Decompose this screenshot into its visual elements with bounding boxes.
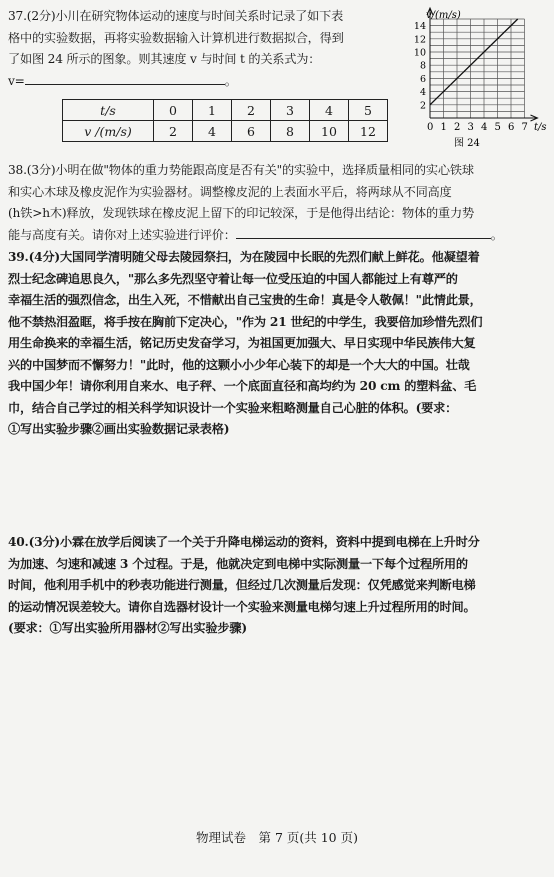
y-tick-label: 14 [413,21,426,33]
row-label-t: t/s [63,100,154,121]
table-cell: 3 [271,100,310,121]
q37-line-3: 了如图 24 所示的图象。则其速度 v 与时间 t 的关系式为： [8,52,321,66]
question-40 [8,532,548,640]
page-footer: 物理试卷 第 7 页(共 10 页) [195,830,358,845]
q40-line: 为加速、匀速和减速 3 个过程。于是，他就决定到电梯中实际测量一下每个过程所用的 [8,556,468,571]
data-table [62,99,388,142]
chart-grid [430,19,525,118]
q38-line-2: 和实心木球及橡皮泥作为实验器材。调整橡皮泥的上表面水平后，将两球从不同高度 [8,184,452,199]
table-cell: 12 [349,121,388,142]
x-tick-label: 1 [440,122,447,133]
table-row-t [63,100,388,121]
y-tick-label: 6 [419,73,426,85]
x-tick-label: 6 [508,122,515,133]
table-row-v [63,121,388,142]
y-tick-label: 12 [413,34,426,46]
q40-answer-area[interactable] [8,650,548,820]
x-tick-label: 0 [427,122,434,133]
q39-line: ①写出实验步骤②画出实验数据记录表格) [8,422,230,436]
table-cell: 5 [349,100,388,121]
q37-answer-line: v= 。 [8,73,237,88]
question-39 [8,247,548,441]
answer-blank[interactable] [25,84,225,85]
table-cell: 4 [193,121,232,142]
y-tick-label: 2 [419,100,426,112]
q37-line-2: 格中的实验数据，再将实验数据输入计算机进行数据拟合，得到 [8,30,344,45]
table-cell: 8 [271,121,310,142]
answer-prefix: v= [8,73,25,88]
q40-line: (要求：①写出实验所用器材②写出实验步骤) [8,621,247,635]
question-38 [8,160,548,246]
table-cell: 2 [232,100,271,121]
y-axis-label: v/(m/s) [426,10,461,21]
x-tick-label: 5 [494,122,501,133]
x-tick-label: 3 [467,122,474,133]
table-cell: 10 [310,121,349,142]
q39-line: 巾，结合自己学过的相关科学知识设计一个实验来粗略测量自己心脏的体积。(要求： [8,400,458,415]
q38-line-4: 能与高度有关。请你对上述实验进行评价： 。 [8,227,503,242]
q39-line: 幸福生活的强烈信念，出生入死，不惜献出自己宝贵的生命！真是令人敬佩！"此情此景， [8,293,482,307]
q39-answer-area[interactable] [8,445,548,530]
q39-line: 用生命换来的幸福生活，铭记历史发奋学习，为祖国更加强大、早日实现中华民族伟大复 [8,336,476,350]
q38-prompt: 能与高度有关。请你对上述实验进行评价： [8,227,236,242]
table-cell: 0 [154,100,193,121]
x-tick-label: 4 [481,122,488,133]
q39-line: 他不禁热泪盈眶，将手按在胸前下定决心，"作为 21 世纪的中学生，我要倍加珍惜先烈们 [8,314,483,329]
q39-line: 兴的中国梦而不懈努力！"此时，他的这颗小小少年心装下的却是一个大大的中国。壮哉 [8,357,470,372]
v-t-chart [412,2,552,152]
q40-line: 的运动情况误差较大。请你自选器材设计一个实验来测量电梯匀速上升过程所用的时间。 [8,599,476,614]
table-cell: 1 [193,100,232,121]
row-label-v: v /(m/s) [63,121,154,142]
q39-line: 烈士纪念碑追思良久，"那么多先烈坚守着让每一位受压迫的中国人都能过上有尊严的 [8,271,458,286]
x-axis-label: t/s [534,122,547,133]
table-cell: 6 [232,121,271,142]
question-37 [8,6,408,92]
y-tick-label: 4 [419,87,426,99]
figure-caption: 图 24 [454,138,480,149]
table-cell: 4 [310,100,349,121]
q40-line: 时间，他利用手机中的秒表功能进行测量，但经过几次测量后发现：仅凭感觉来判断电梯 [8,578,476,592]
y-tick-label: 8 [419,60,426,72]
q39-line: 我中国少年！请你利用自来水、电子秤、一个底面直径和高均约为 20 cm 的塑料盆、毛 [8,379,477,393]
q38-line-1: 38.(3分)小明在做"物体的重力势能跟高度是否有关"的实验中，选择质量相同的实心铁球 [8,163,474,177]
q37-line-1: 37.(2分)小川在研究物体运动的速度与时间关系时记录了如下表 [8,9,344,23]
x-tick-label: 2 [454,122,461,133]
q39-line: 39.(4分)大国同学清明随父母去陵园祭扫，为在陵园中长眠的先烈们献上鲜花。他凝望着 [8,250,480,264]
y-tick-label: 10 [413,47,426,59]
q40-line: 40.(3分)小霖在放学后阅读了一个关于升降电梯运动的资料，资料中提到电梯在上升时分 [8,535,480,549]
x-tick-label: 7 [521,122,528,133]
evaluation-blank[interactable] [236,238,491,239]
q38-line-3: (h铁>h木)释放，发现铁球在橡皮泥上留下的印记较深，于是他得出结论：物体的重力势 [8,206,474,220]
table-cell: 2 [154,121,193,142]
